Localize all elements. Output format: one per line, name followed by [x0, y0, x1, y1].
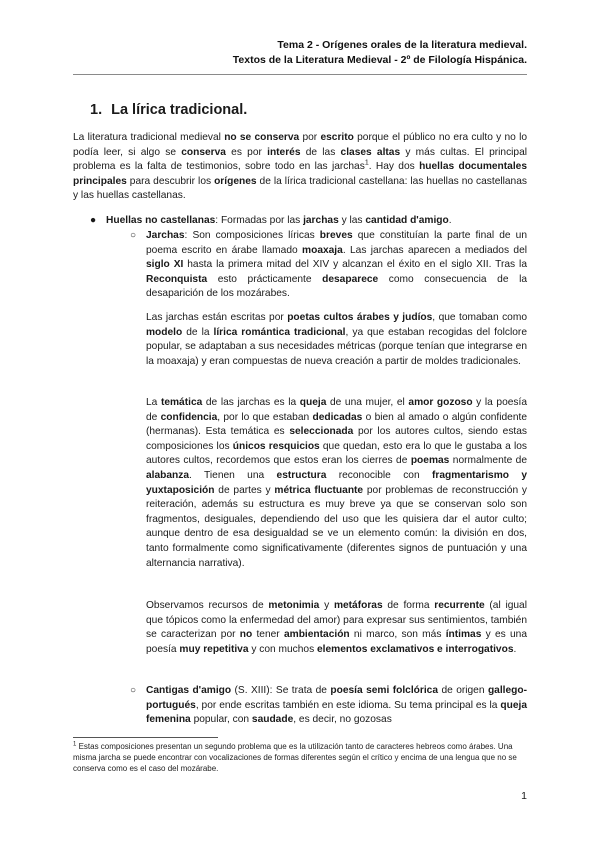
jarchas-paragraph-4 [146, 599, 527, 657]
bold-term: temática [160, 397, 203, 408]
footnote-text: Estas composiciones presentan un segundo problema que es la utilización tanto de caracteres hebreos como árabes. Una misma jarcha se puede encontrar con vocalizaciones de formas diferentes según el crítico y encima de una lengua que no se conserva como es el caso del mozárabe. [73, 742, 517, 773]
bold-term: breves [319, 230, 353, 241]
text-run: ni marco, son más [349, 629, 446, 641]
bold-term: fragmentarismo y yuxtaposición [146, 469, 528, 496]
text-run: para descubrir los [126, 175, 215, 187]
jarchas-paragraph-3 [146, 396, 527, 571]
text-run: La literatura tradicional medieval [73, 132, 225, 143]
text-run: (al igual que tópicos como la enfermedad del amor) para expresar sus sentimientos, también se caracterizan por [146, 600, 527, 641]
text-run: Observamos recursos de [146, 600, 269, 611]
bold-term: saudade [251, 714, 294, 726]
text-run: de la lírica tradicional castellana: las huellas no castellanas y las huellas castellanas. [73, 175, 527, 202]
text-run: y [319, 600, 334, 611]
section-heading [90, 102, 247, 118]
sub-bullet-marker-cantigas: ○ [130, 685, 137, 696]
text-run: tener [252, 629, 284, 641]
bold-term: métrica fluctuante [274, 484, 364, 496]
text-run: popular, con [190, 714, 252, 726]
text-run: . Hay dos [368, 161, 420, 173]
bold-term: Jarchas [146, 230, 185, 241]
text-run: , que tomaban como [432, 312, 527, 323]
bold-term: gallego-portugués [146, 685, 528, 711]
bold-term: poesía semi folclórica [330, 685, 439, 696]
text-run: , es decir, no gozosas [293, 714, 392, 726]
text-run: esto prácticamente [207, 273, 323, 285]
bold-term: no [239, 629, 253, 641]
bold-term: recurrente [434, 600, 485, 611]
text-run: hasta la primera mitad del XIV y alcanzan el éxito en el siglo XII. Tras la [183, 259, 527, 271]
text-run: por los autores cultos, siendo estas composiciones los [146, 426, 527, 452]
bold-term: únicos resquicios [232, 440, 320, 452]
bold-term: escrito [320, 132, 354, 143]
bold-term: dedicadas [312, 411, 363, 423]
bold-term: amor gozoso [408, 397, 473, 408]
intro-paragraph [73, 131, 527, 204]
text-run: como consecuencia de la desaparición de los mozárabes. [146, 273, 527, 300]
text-run: y es una poesía [146, 629, 527, 655]
text-run: de las [300, 146, 341, 158]
text-run: y con muchos [248, 643, 318, 655]
sub-bullet-marker-jarchas: ○ [130, 230, 137, 241]
text-run: de la [182, 326, 214, 338]
text-run: normalmente de [449, 455, 528, 467]
cantigas-paragraph-1 [146, 684, 527, 728]
bold-term: clases altas [340, 146, 401, 158]
bold-term: estructura [276, 469, 327, 481]
text-run: . [513, 643, 517, 655]
bold-term: no se conserva [224, 132, 300, 143]
bold-term: conserva [181, 146, 226, 158]
header-divider [73, 74, 527, 75]
bold-term: ambientación [283, 629, 350, 641]
bold-term: modelo [146, 326, 183, 338]
text-run: de partes y [214, 484, 275, 496]
footnote-divider [73, 737, 218, 738]
text-run: , por ende escritas también en este idioma. Su tema principal es la [195, 699, 501, 711]
running-header [233, 38, 527, 68]
text-run: (S. XIII): Se trata de [231, 685, 331, 696]
header-line-1: Tema 2 - Orígenes orales de la literatura medieval. [277, 39, 527, 51]
text-run: por problemas de reconstrucción y reiteración, además su estructura es muy breve ya que se conservan solo son fragmentos, desiguales, dependiendo del uso que les quisiera dar el autor culto; aunque dentro de esa desigualdad se ve un elemento común: la división en dos, tanto formalmente como significativamente (diferentes signos de puntuación y una alternancia narrativa). [146, 484, 528, 569]
document-page: Tema 2 - Orígenes orales de la literatura medieval. Textos de la Literatura Medieval - 2º de Filología Hispánica. 1. La lírica tradicional. La literatura tradicional medieval no se conserva por escrito porque el público no era culto y no lo podía leer, si algo se conserva es por interés de las clases altas y más cultas. El principal problema es la falta de testimonios, sobre todo en las jarchas$^1$. Hay dos huellas documentales principales para descubrir los orígenes de la lírica tradicional castellana: las huellas no castellanas y las huellas castellanas. ● Huellas no castellanas: Formadas por las jarchas y las cantidad d'amigo. ○ Jarchas: Son composiciones líricas breves que constituían la parte final de un poema escrito en árabe llamado moaxaja. Las jarchas aparecen a mediados del siglo XI hasta la primera mitad del XIV y alcanzan el éxito en el siglo XII. Tras la Reconquista esto prácticamente desaparece como consecuencia de la desaparición de los mozárabes. Las jarchas están escritas por poetas cultos árabes y judíos, que tomaban como modelo de la lírica romántica tradicional, ya que estaban recogidas del folclore popular, se adaptaban a sus necesidades métricas (porque tenían que integrarse en la moaxaja) y eran compuestas de nueva creación a partir de moldes tradicionales. La temática de las jarchas es la queja de una mujer, el amor gozoso y la poesía de confidencia, por lo que estaban dedicadas o bien al amado o algún confidente (hermanas). Esta temática es seleccionada por los autores cultos, siendo estas composiciones los únicos resquicios que quedan, esto era lo que le gustaba a los autores cultos, recordemos que estos eran los cierres de poemas normalmente de alabanza. Tienen una estructura reconocible con fragmentarismo y yuxtaposición de partes y métrica fluctuante por problemas de reconstrucción y reiteración, además su estructura es muy breve ya que se conservan solo son fragmentos, desiguales, dependiendo del uso que les quisiera dar el autor culto; aunque dentro de esa desigualdad se ve un elemento común: la división en dos, tanto formalmente como significativamente (diferentes signos de puntuación y una alternancia narrativa). Observamos recursos de metonimia y metáforas de forma recurrente (al igual que tópicos como la enfermedad del amor) para expresar sus sentimientos, también se caracterizan por no tener ambientación ni marco, son más íntimas y es una poesía muy repetitiva y con muchos elementos exclamativos e interrogativos. ○ Cantigas d'amigo (S. XIII): Se trata de poesía semi folclórica de origen gallego-portugués, por ende escritas también en este idioma. Su tema principal es la queja femenina popular, con saudade, es decir, no gozosas $^1$ Estas composiciones presentan un segundo problema que es la utilización tanto de caracteres hebreos como árabes. Una misma jarcha se puede encontrar con vocalizaciones de formas diferentes según el crítico y encima de una lengua que no se conserva como es el caso del mozárabe. 1 [73, 39, 528, 802]
section-number: 1. [90, 102, 103, 118]
text-run: por [299, 132, 321, 143]
bold-term: moaxaja [302, 244, 343, 256]
text-run: de una mujer, el [326, 397, 409, 408]
text-run: que quedan, esto era lo que le gustaba a los autores cultos, recordemos que estos eran los cierres de [146, 440, 528, 467]
bold-term: confidencia [160, 411, 218, 423]
bold-term: interés [267, 146, 301, 158]
text-run: : Son composiciones líricas [184, 230, 320, 241]
text-run: de origen [438, 685, 488, 696]
bold-term: metonimia [268, 600, 320, 611]
bold-term: poetas cultos árabes y judíos [287, 312, 433, 323]
bold-term: orígenes [214, 175, 257, 187]
bold-term: metáforas [333, 600, 383, 611]
page-number: 1 [521, 790, 527, 802]
text-run: y la poesía de [146, 397, 527, 423]
text-run: de las jarchas es la [202, 397, 300, 408]
section-title: La lírica tradicional. [111, 102, 248, 118]
bold-term: siglo XI [146, 259, 184, 271]
footnote-ref: 1 [364, 159, 369, 167]
text-run: que constituían la parte final de un poema escrito en árabe llamado [146, 230, 527, 256]
text-run: La [146, 397, 161, 408]
bold-term: huellas documentales principales [73, 161, 527, 187]
text-run: es por [225, 146, 268, 158]
text-run: , ya que estaban recogidas del folclore popular, se adaptaban a sus necesidades métricas (porque tenían que integrarse en la moaxaja) y eran compuestas de nueva creación a partir de moldes tradicionales. [146, 326, 527, 367]
bold-term: poemas [410, 455, 450, 467]
text-run: , por lo que estaban [217, 411, 313, 423]
bold-term: desaparece [322, 273, 379, 285]
jarchas-paragraph-1 [146, 229, 527, 302]
text-run: porque el público no era culto y no lo podía leer, si algo se [73, 132, 528, 158]
bold-term: Cantigas d'amigo [146, 685, 232, 696]
bullet-marker: ● [90, 215, 97, 226]
bold-term: muy repetitiva [179, 643, 249, 655]
footnote [73, 741, 527, 774]
header-line-2: Textos de la Literatura Medieval - 2º de Filología Hispánica. [232, 54, 527, 66]
text-run: . Tienen una [189, 469, 277, 481]
text-run: reconocible con [326, 469, 432, 481]
text-run: Las jarchas están escritas por [146, 312, 288, 323]
bold-term: alabanza [146, 469, 190, 481]
jarchas-paragraph-2 [146, 311, 527, 369]
bold-term: elementos exclamativos e interrogativos [317, 643, 514, 655]
bold-term: seleccionada [289, 426, 354, 438]
text-run: o bien al amado o algún confidente (hermanas). Esta temática es [146, 411, 527, 438]
bold-term: lírica romántica tradicional [213, 326, 346, 338]
bold-term: íntimas [445, 629, 482, 641]
text-run: de forma [382, 600, 435, 611]
text-run: y más cultas. El principal problema es la falta de testimonios, sobre todo en las jarchas [73, 146, 528, 173]
bold-term: Reconquista [146, 273, 208, 285]
bullet-label: Huellas no castellanas [106, 215, 216, 226]
footnote-mark: 1 [73, 741, 77, 748]
text-run: . Las jarchas aparecen a mediados del [342, 244, 527, 256]
bold-term: queja femenina [146, 699, 527, 726]
bold-term: queja [299, 397, 327, 408]
